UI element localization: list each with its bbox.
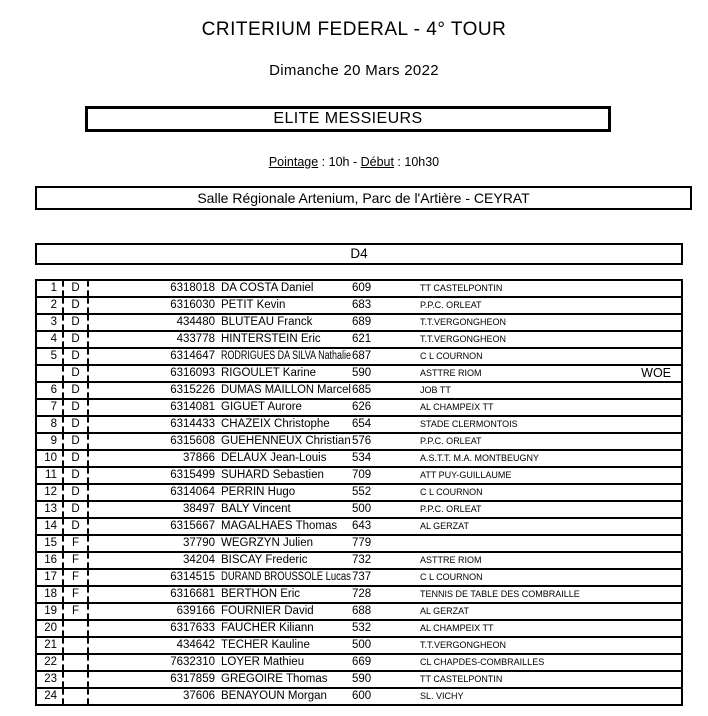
table-row bbox=[35, 466, 683, 485]
status-cell bbox=[621, 536, 681, 551]
player-name: BALY Vincent bbox=[221, 503, 291, 515]
debut-label: Début bbox=[360, 155, 394, 169]
player-cell bbox=[89, 604, 352, 619]
table-row bbox=[35, 517, 683, 536]
license-number: 6316093 bbox=[170, 367, 215, 379]
points-cell: 688 bbox=[352, 605, 372, 617]
player-cell bbox=[89, 366, 352, 381]
license-number: 6315499 bbox=[170, 469, 215, 481]
club-cell: T.T.VERGONGHEON bbox=[420, 317, 507, 327]
player-cell bbox=[89, 417, 352, 432]
separator-dash: - bbox=[349, 155, 361, 169]
points-cell: 732 bbox=[352, 554, 372, 566]
schedule-line bbox=[0, 155, 708, 169]
player-cell bbox=[89, 672, 352, 687]
player-name: BLUTEAU Franck bbox=[221, 316, 313, 328]
status-cell bbox=[621, 468, 681, 483]
category-cell bbox=[64, 689, 89, 704]
rank-cell: 16 bbox=[37, 553, 64, 568]
table-row bbox=[35, 415, 683, 434]
rank-cell: 13 bbox=[37, 502, 64, 517]
rank-cell: 5 bbox=[37, 349, 64, 364]
rank-cell: 12 bbox=[37, 485, 64, 500]
division-box bbox=[35, 243, 683, 265]
status-cell bbox=[621, 587, 681, 602]
license-number: 6317633 bbox=[170, 622, 215, 634]
category-box bbox=[85, 106, 611, 132]
status-cell bbox=[621, 417, 681, 432]
category-cell: F bbox=[64, 604, 89, 619]
license-number: 7632310 bbox=[170, 656, 215, 668]
table-row bbox=[35, 330, 683, 349]
category-cell: D bbox=[64, 417, 89, 432]
pointage-label: Pointage bbox=[268, 155, 319, 169]
player-cell bbox=[89, 655, 352, 670]
player-name: SUHARD Sebastien bbox=[221, 469, 324, 481]
club-cell: T.T.VERGONGHEON bbox=[420, 334, 507, 344]
points-cell: 689 bbox=[352, 316, 372, 328]
player-name: TECHER Kauline bbox=[221, 639, 310, 651]
status-cell bbox=[621, 621, 681, 636]
club-cell: ASTTRE RIOM bbox=[420, 368, 482, 378]
player-cell bbox=[89, 281, 352, 296]
player-cell bbox=[89, 570, 352, 585]
table-row bbox=[35, 602, 683, 621]
table-row bbox=[35, 568, 683, 587]
rank-cell: 24 bbox=[37, 689, 64, 704]
rank-cell: 20 bbox=[37, 621, 64, 636]
rank-cell: 17 bbox=[37, 570, 64, 585]
category-cell: D bbox=[64, 315, 89, 330]
points-cell: 500 bbox=[352, 503, 372, 515]
table-row bbox=[35, 670, 683, 689]
points-cell: 552 bbox=[352, 486, 372, 498]
points-cell: 621 bbox=[352, 333, 372, 345]
club-cell bbox=[420, 536, 621, 551]
category-cell: F bbox=[64, 553, 89, 568]
points-cell: 534 bbox=[352, 452, 372, 464]
rank-cell: 10 bbox=[37, 451, 64, 466]
table-row bbox=[35, 449, 683, 468]
license-number: 434480 bbox=[176, 316, 215, 328]
date-subtitle: Dimanche 20 Mars 2022 bbox=[269, 62, 439, 79]
status-cell bbox=[621, 332, 681, 347]
license-number: 639166 bbox=[176, 605, 215, 617]
club-cell: C L COURNON bbox=[420, 351, 483, 361]
club-cell: A.S.T.T. M.A. MONTBEUGNY bbox=[420, 453, 540, 463]
points-cell: 669 bbox=[352, 656, 372, 668]
category-cell: F bbox=[64, 587, 89, 602]
player-name: HINTERSTEIN Eric bbox=[221, 333, 321, 345]
player-name: BERTHON Eric bbox=[221, 588, 301, 600]
player-cell bbox=[89, 468, 352, 483]
category-cell bbox=[64, 672, 89, 687]
club-cell: T.T.VERGONGHEON bbox=[420, 640, 507, 650]
license-number: 6315608 bbox=[170, 435, 215, 447]
status-cell bbox=[621, 451, 681, 466]
venue-box bbox=[35, 186, 692, 210]
license-number: 6314515 bbox=[170, 571, 215, 583]
player-cell bbox=[89, 536, 352, 551]
player-name: DURAND BROUSSOLE Lucas bbox=[221, 571, 351, 583]
category-cell bbox=[64, 621, 89, 636]
points-cell: 500 bbox=[352, 639, 372, 651]
player-cell bbox=[89, 332, 352, 347]
player-cell bbox=[89, 383, 352, 398]
table-row bbox=[35, 432, 683, 451]
player-name: GREGOIRE Thomas bbox=[221, 673, 328, 685]
category-cell: D bbox=[64, 400, 89, 415]
status-cell bbox=[621, 400, 681, 415]
table-row bbox=[35, 313, 683, 332]
rank-cell: 9 bbox=[37, 434, 64, 449]
category-cell: D bbox=[64, 434, 89, 449]
table-row bbox=[35, 653, 683, 672]
club-cell: SL. VICHY bbox=[420, 691, 464, 701]
player-name: BISCAY Frederic bbox=[221, 554, 308, 566]
player-cell bbox=[89, 689, 352, 704]
license-number: 34204 bbox=[183, 554, 215, 566]
status-cell bbox=[621, 655, 681, 670]
club-cell: JOB TT bbox=[420, 385, 451, 395]
rank-cell: 3 bbox=[37, 315, 64, 330]
table-row bbox=[35, 381, 683, 400]
license-number: 433778 bbox=[176, 333, 215, 345]
club-cell: ATT PUY-GUILLAUME bbox=[420, 470, 512, 480]
points-cell: 576 bbox=[352, 435, 372, 447]
points-cell: 600 bbox=[352, 690, 372, 702]
status-cell bbox=[621, 502, 681, 517]
page-title: CRITERIUM FEDERAL - 4° TOUR bbox=[201, 19, 507, 40]
status-cell bbox=[621, 281, 681, 296]
license-number: 6315667 bbox=[170, 520, 215, 532]
player-name: DA COSTA Daniel bbox=[221, 282, 314, 294]
license-number: 6316681 bbox=[170, 588, 215, 600]
club-cell: AL CHAMPEIX TT bbox=[420, 623, 494, 633]
points-cell: 728 bbox=[352, 588, 372, 600]
club-cell: P.P.C. ORLEAT bbox=[420, 436, 482, 446]
rank-cell: 7 bbox=[37, 400, 64, 415]
license-number: 6317859 bbox=[170, 673, 215, 685]
player-cell bbox=[89, 298, 352, 313]
rank-cell: 19 bbox=[37, 604, 64, 619]
points-cell: 709 bbox=[352, 469, 372, 481]
status-cell bbox=[621, 519, 681, 534]
club-cell: CL CHAPDES-COMBRAILLES bbox=[420, 657, 545, 667]
player-name: PERRIN Hugo bbox=[221, 486, 296, 498]
table-row bbox=[35, 636, 683, 655]
status-cell bbox=[621, 485, 681, 500]
player-name: WEGRZYN Julien bbox=[221, 537, 314, 549]
category-label: ELITE MESSIEURS bbox=[273, 110, 423, 127]
club-cell: P.P.C. ORLEAT bbox=[420, 504, 482, 514]
table-row bbox=[35, 364, 683, 383]
license-number: 434642 bbox=[176, 639, 215, 651]
category-cell: D bbox=[64, 383, 89, 398]
player-name: GUEHENNEUX Christian bbox=[221, 435, 351, 447]
venue-label: Salle Régionale Artenium, Parc de l'Artière - CEYRAT bbox=[197, 190, 530, 206]
player-name: BENAYOUN Morgan bbox=[221, 690, 327, 702]
license-number: 6314064 bbox=[170, 486, 215, 498]
table-row bbox=[35, 687, 683, 706]
points-cell: 590 bbox=[352, 673, 372, 685]
points-cell: 609 bbox=[352, 282, 372, 294]
category-cell: D bbox=[64, 298, 89, 313]
player-cell bbox=[89, 621, 352, 636]
points-cell: 737 bbox=[352, 571, 372, 583]
category-cell: D bbox=[64, 281, 89, 296]
points-cell: 654 bbox=[352, 418, 372, 430]
license-number: 6314433 bbox=[170, 418, 215, 430]
player-name: PETIT Kevin bbox=[221, 299, 286, 311]
category-cell: D bbox=[64, 485, 89, 500]
status-cell bbox=[621, 553, 681, 568]
player-name: DUMAS MAILLON Marcel bbox=[221, 384, 351, 396]
points-cell: 687 bbox=[352, 350, 372, 362]
category-cell bbox=[64, 638, 89, 653]
player-cell bbox=[89, 451, 352, 466]
status-cell bbox=[621, 349, 681, 364]
player-name: FAUCHER Kiliann bbox=[221, 622, 314, 634]
points-cell: 643 bbox=[352, 520, 372, 532]
category-cell: D bbox=[64, 366, 89, 381]
player-cell bbox=[89, 315, 352, 330]
player-cell bbox=[89, 553, 352, 568]
player-cell bbox=[89, 400, 352, 415]
status-cell bbox=[621, 604, 681, 619]
club-cell: TT CASTELPONTIN bbox=[420, 283, 503, 293]
club-cell: AL GERZAT bbox=[420, 606, 470, 616]
license-number: 6314647 bbox=[170, 350, 215, 362]
table-row bbox=[35, 483, 683, 502]
player-cell bbox=[89, 502, 352, 517]
player-name: GIGUET Aurore bbox=[221, 401, 302, 413]
player-name: MAGALHAES Thomas bbox=[221, 520, 338, 532]
club-cell: AL CHAMPEIX TT bbox=[420, 402, 494, 412]
table-row bbox=[35, 585, 683, 604]
player-cell bbox=[89, 349, 352, 364]
player-cell bbox=[89, 485, 352, 500]
player-cell bbox=[89, 519, 352, 534]
category-cell: D bbox=[64, 332, 89, 347]
category-cell: D bbox=[64, 468, 89, 483]
player-name: FOURNIER David bbox=[221, 605, 314, 617]
club-cell: C L COURNON bbox=[420, 487, 483, 497]
status-cell bbox=[621, 298, 681, 313]
rank-cell: 1 bbox=[37, 281, 64, 296]
rank-cell: 21 bbox=[37, 638, 64, 653]
category-cell: D bbox=[64, 349, 89, 364]
status-cell bbox=[621, 315, 681, 330]
license-number: 6318018 bbox=[170, 282, 215, 294]
club-cell: ASTTRE RIOM bbox=[420, 555, 482, 565]
club-cell: STADE CLERMONTOIS bbox=[420, 419, 518, 429]
points-cell: 590 bbox=[352, 367, 372, 379]
separator-colon-1: : bbox=[318, 155, 329, 169]
rank-cell: 4 bbox=[37, 332, 64, 347]
separator-colon-2: : bbox=[393, 155, 405, 169]
rank-cell: 15 bbox=[37, 536, 64, 551]
rank-cell: 22 bbox=[37, 655, 64, 670]
pointage-time: 10h bbox=[328, 155, 350, 169]
license-number: 6315226 bbox=[170, 384, 215, 396]
player-cell bbox=[89, 434, 352, 449]
license-number: 6316030 bbox=[170, 299, 215, 311]
points-cell: 626 bbox=[352, 401, 372, 413]
status-cell bbox=[621, 689, 681, 704]
category-cell: D bbox=[64, 502, 89, 517]
points-cell: 683 bbox=[352, 299, 372, 311]
rank-cell: 8 bbox=[37, 417, 64, 432]
club-cell: TT CASTELPONTIN bbox=[420, 674, 503, 684]
points-cell: 779 bbox=[352, 537, 372, 549]
rank-cell: 6 bbox=[37, 383, 64, 398]
division-label: D4 bbox=[350, 246, 368, 261]
table-row bbox=[35, 551, 683, 570]
table-row bbox=[35, 619, 683, 638]
club-cell: AL GERZAT bbox=[420, 521, 470, 531]
license-number: 37790 bbox=[183, 537, 215, 549]
table-row bbox=[35, 500, 683, 519]
rank-cell: 18 bbox=[37, 587, 64, 602]
rank-cell: 11 bbox=[37, 468, 64, 483]
status-cell bbox=[621, 383, 681, 398]
category-cell: D bbox=[64, 451, 89, 466]
status-cell bbox=[621, 638, 681, 653]
status-cell bbox=[621, 434, 681, 449]
player-name: LOYER Mathieu bbox=[221, 656, 305, 668]
table-row bbox=[35, 398, 683, 417]
points-cell: 685 bbox=[352, 384, 372, 396]
table-row bbox=[35, 347, 683, 366]
player-cell bbox=[89, 638, 352, 653]
status-cell bbox=[621, 672, 681, 687]
rank-cell: 14 bbox=[37, 519, 64, 534]
status-cell bbox=[621, 570, 681, 585]
category-cell: F bbox=[64, 570, 89, 585]
license-number: 6314081 bbox=[170, 401, 215, 413]
license-number: 37866 bbox=[183, 452, 215, 464]
category-cell: F bbox=[64, 536, 89, 551]
players-table bbox=[35, 279, 683, 706]
category-cell: D bbox=[64, 519, 89, 534]
rank-cell: 2 bbox=[37, 298, 64, 313]
table-row bbox=[35, 279, 683, 298]
player-cell bbox=[89, 587, 352, 602]
club-cell: C L COURNON bbox=[420, 572, 483, 582]
player-name: RODRIGUES DA SILVA Nathalie bbox=[221, 350, 351, 362]
status-cell: WOE bbox=[641, 366, 671, 380]
table-row bbox=[35, 296, 683, 315]
points-cell: 532 bbox=[352, 622, 372, 634]
player-name: RIGOULET Karine bbox=[221, 367, 317, 379]
player-name: CHAZEIX Christophe bbox=[221, 418, 330, 430]
rank-cell: 23 bbox=[37, 672, 64, 687]
club-cell: TENNIS DE TABLE DES COMBRAILLE bbox=[420, 589, 580, 599]
rank-cell bbox=[37, 366, 64, 381]
license-number: 38497 bbox=[183, 503, 215, 515]
debut-time: 10h30 bbox=[404, 155, 440, 169]
player-name: DELAUX Jean-Louis bbox=[221, 452, 327, 464]
category-cell bbox=[64, 655, 89, 670]
club-cell: P.P.C. ORLEAT bbox=[420, 300, 482, 310]
license-number: 37606 bbox=[183, 690, 215, 702]
table-row bbox=[35, 534, 683, 553]
